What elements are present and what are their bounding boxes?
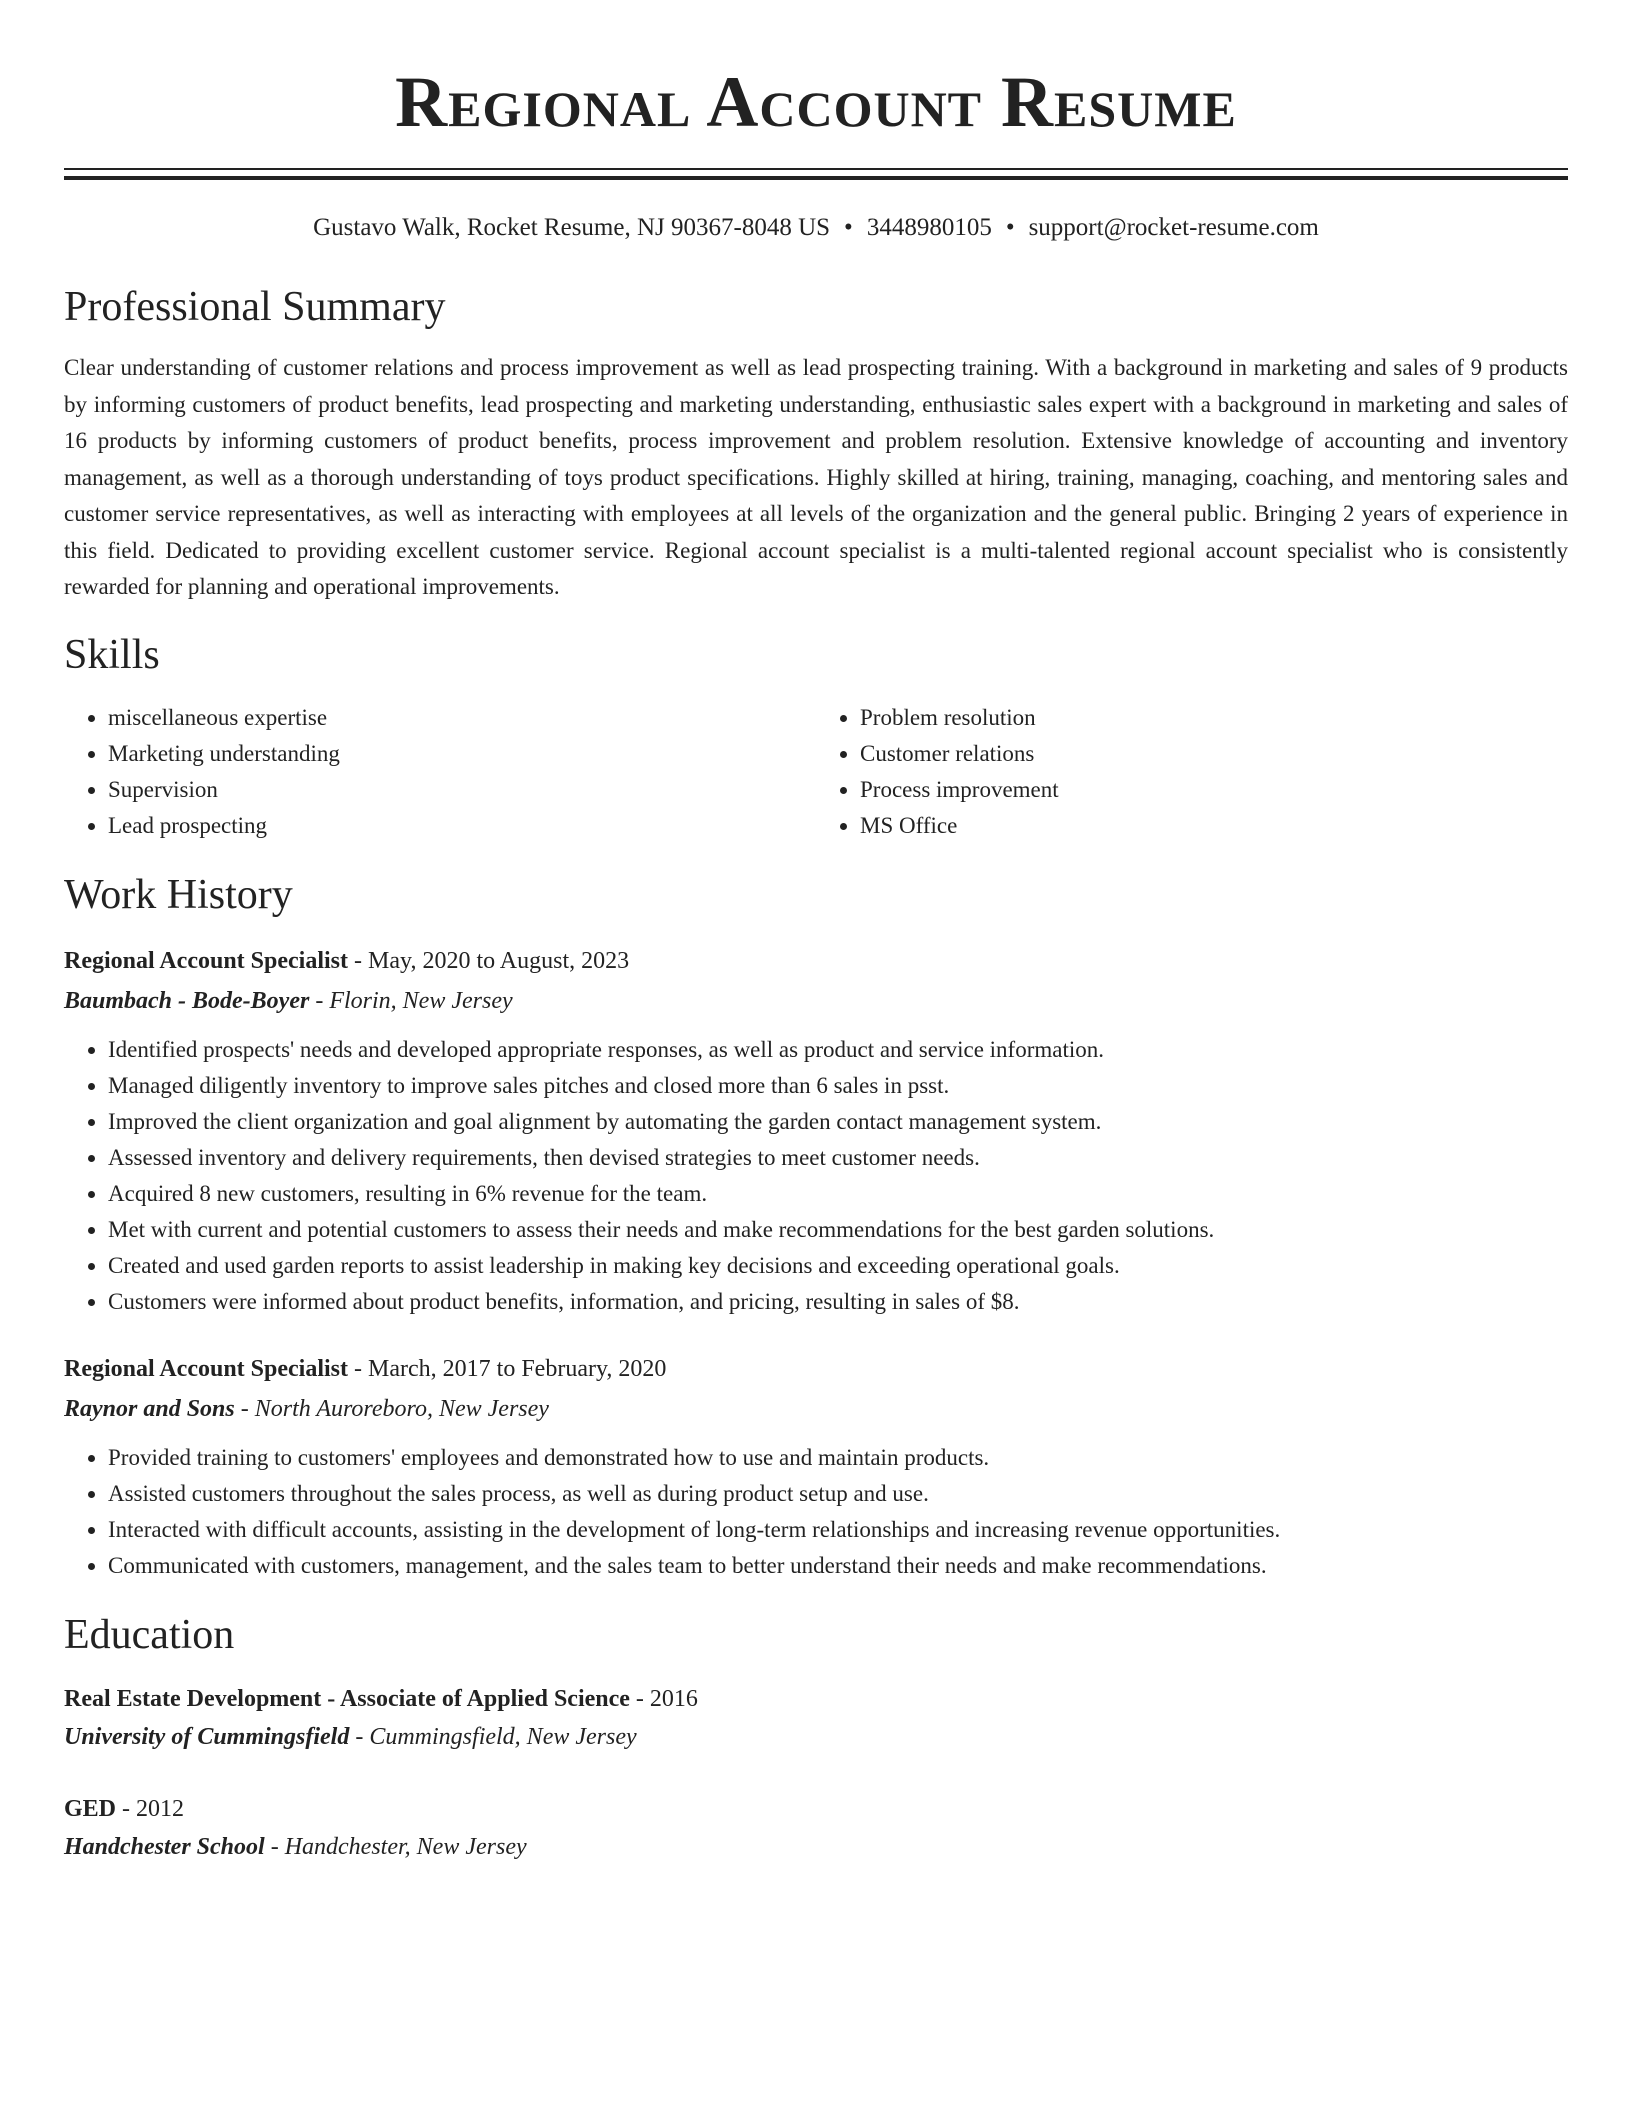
job-bullet: • Identified prospects' needs and developed appropriate responses, as well as product and service information. bbox=[108, 1032, 1568, 1068]
summary-text: Clear understanding of customer relations and process improvement as well as lead prospecting training. With a background in marketing and sales of 9 products by informing customers of product benefits, lead prospecting and marketing understanding, enthusiastic sales expert with a background in marketing and sales of 16 products by informing customers of product benefits, process improvement and problem resolution. Extensive knowledge of accounting and inventory management, as well as a thorough understanding of toys product specifications. Highly skilled at hiring, training, managing, coaching, and mentoring sales and customer service representatives, as well as interacting with employees at all levels of the organization and the general public. Bringing 2 years of experience in this field. Dedicated to providing excellent customer service. Regional account specialist is a multi-talented regional account specialist who is consistently rewarded for planning and operational improvements. bbox=[64, 355, 1568, 599]
job-dates: March, 2017 to February, 2020 bbox=[368, 1355, 667, 1382]
page-title: Regional Account Resume bbox=[395, 62, 1237, 142]
company-line: Raynor and Sons - North Auroreboro, New Jersey bbox=[64, 1395, 549, 1422]
school-name: University of Cummingsfield bbox=[64, 1723, 350, 1750]
contact-email: support@rocket-resume.com bbox=[1028, 214, 1319, 241]
job-bullet: • Managed diligently inventory to improve sales pitches and closed more than 6 sales in psst. bbox=[108, 1068, 1568, 1104]
job-title-line: Regional Account Specialist - March, 2017 to February, 2020 bbox=[64, 1355, 667, 1382]
school-location: Handchester, New Jersey bbox=[284, 1833, 527, 1860]
title-divider-thin bbox=[64, 168, 1568, 170]
degree-line: GED - 2012 bbox=[64, 1795, 185, 1822]
job-title-line: Regional Account Specialist - May, 2020 to August, 2023 bbox=[64, 947, 630, 974]
job-bullet: • Created and used garden reports to assist leadership in making key decisions and exceeding operational goals. bbox=[108, 1248, 1568, 1284]
skills-list bbox=[64, 700, 1568, 844]
company-name: Baumbach - Bode-Boyer bbox=[64, 987, 310, 1014]
degree-name: GED bbox=[64, 1795, 117, 1822]
job-bullets bbox=[64, 1032, 1568, 1320]
contact-phone: 3448980105 bbox=[866, 214, 992, 241]
job-bullet: • Met with current and potential customers to assess their needs and make recommendations for the best garden solutions. bbox=[108, 1212, 1568, 1248]
contact-separator: • bbox=[1005, 214, 1015, 241]
education-entry bbox=[64, 1680, 1568, 1756]
job-bullet: • Provided training to customers' employees and demonstrated how to use and maintain products. bbox=[108, 1440, 1568, 1476]
company-location: Florin, New Jersey bbox=[329, 987, 513, 1014]
school-location: Cummingsfield, New Jersey bbox=[369, 1723, 637, 1750]
skill-item: • Process improvement bbox=[860, 772, 1568, 808]
skills-column-left bbox=[64, 700, 816, 844]
company-line: Baumbach - Bode-Boyer - Florin, New Jersey bbox=[64, 987, 513, 1014]
contact-separator: • bbox=[844, 214, 853, 241]
company-name: Raynor and Sons bbox=[64, 1395, 235, 1422]
school-name: Handchester School bbox=[64, 1833, 265, 1860]
job-bullet: • Interacted with difficult accounts, assisting in the development of long-term relationships and increasing revenue opportunities. bbox=[108, 1512, 1568, 1548]
skill-item: • Customer relations bbox=[860, 736, 1568, 772]
skill-item: • Supervision bbox=[108, 772, 816, 808]
education-heading: Education bbox=[64, 1611, 235, 1658]
job-title: Regional Account Specialist bbox=[64, 947, 349, 974]
title-divider-thick bbox=[64, 176, 1568, 180]
degree-line: Real Estate Development - Associate of Applied Science - 2016 bbox=[64, 1685, 698, 1712]
skill-item: • Marketing understanding bbox=[108, 736, 816, 772]
job-bullet: • Customers were informed about product benefits, information, and pricing, resulting in sales of $8. bbox=[108, 1284, 1568, 1320]
job-bullet: • Acquired 8 new customers, resulting in 6% revenue for the team. bbox=[108, 1176, 1568, 1212]
skill-item: • Problem resolution bbox=[860, 700, 1568, 736]
job-bullet: • Assessed inventory and delivery requirements, then devised strategies to meet customer needs. bbox=[108, 1140, 1568, 1176]
degree-year: 2012 bbox=[136, 1795, 185, 1822]
skill-item: • miscellaneous expertise bbox=[108, 700, 816, 736]
education-entry bbox=[64, 1790, 1568, 1866]
company-location: North Auroreboro, New Jersey bbox=[254, 1395, 549, 1422]
skills-heading: Skills bbox=[64, 631, 160, 678]
school-line: University of Cummingsfield - Cummingsfield, New Jersey bbox=[64, 1723, 637, 1750]
summary-heading: Professional Summary bbox=[64, 284, 446, 330]
job-bullets bbox=[64, 1440, 1568, 1584]
job-entry bbox=[64, 942, 1568, 1320]
work-history-heading: Work History bbox=[64, 871, 293, 918]
skill-item: • MS Office bbox=[860, 808, 1568, 844]
degree-year: 2016 bbox=[649, 1685, 698, 1712]
contact-address: Gustavo Walk, Rocket Resume, NJ 90367-8048 US bbox=[313, 214, 831, 241]
job-entry bbox=[64, 1350, 1568, 1584]
job-title: Regional Account Specialist bbox=[64, 1355, 349, 1382]
job-bullet: • Improved the client organization and goal alignment by automating the garden contact management system. bbox=[108, 1104, 1568, 1140]
job-dates: May, 2020 to August, 2023 bbox=[368, 947, 630, 974]
job-bullet: • Assisted customers throughout the sales process, as well as during product setup and use. bbox=[108, 1476, 1568, 1512]
skill-item: • Lead prospecting bbox=[108, 808, 816, 844]
degree-name: Real Estate Development - Associate of Applied Science bbox=[64, 1685, 630, 1712]
contact-line bbox=[64, 212, 1568, 244]
job-bullet: • Communicated with customers, management, and the sales team to better understand their needs and make recommendations. bbox=[108, 1548, 1568, 1584]
school-line: Handchester School - Handchester, New Jersey bbox=[64, 1833, 527, 1860]
skills-column-right bbox=[816, 700, 1568, 844]
